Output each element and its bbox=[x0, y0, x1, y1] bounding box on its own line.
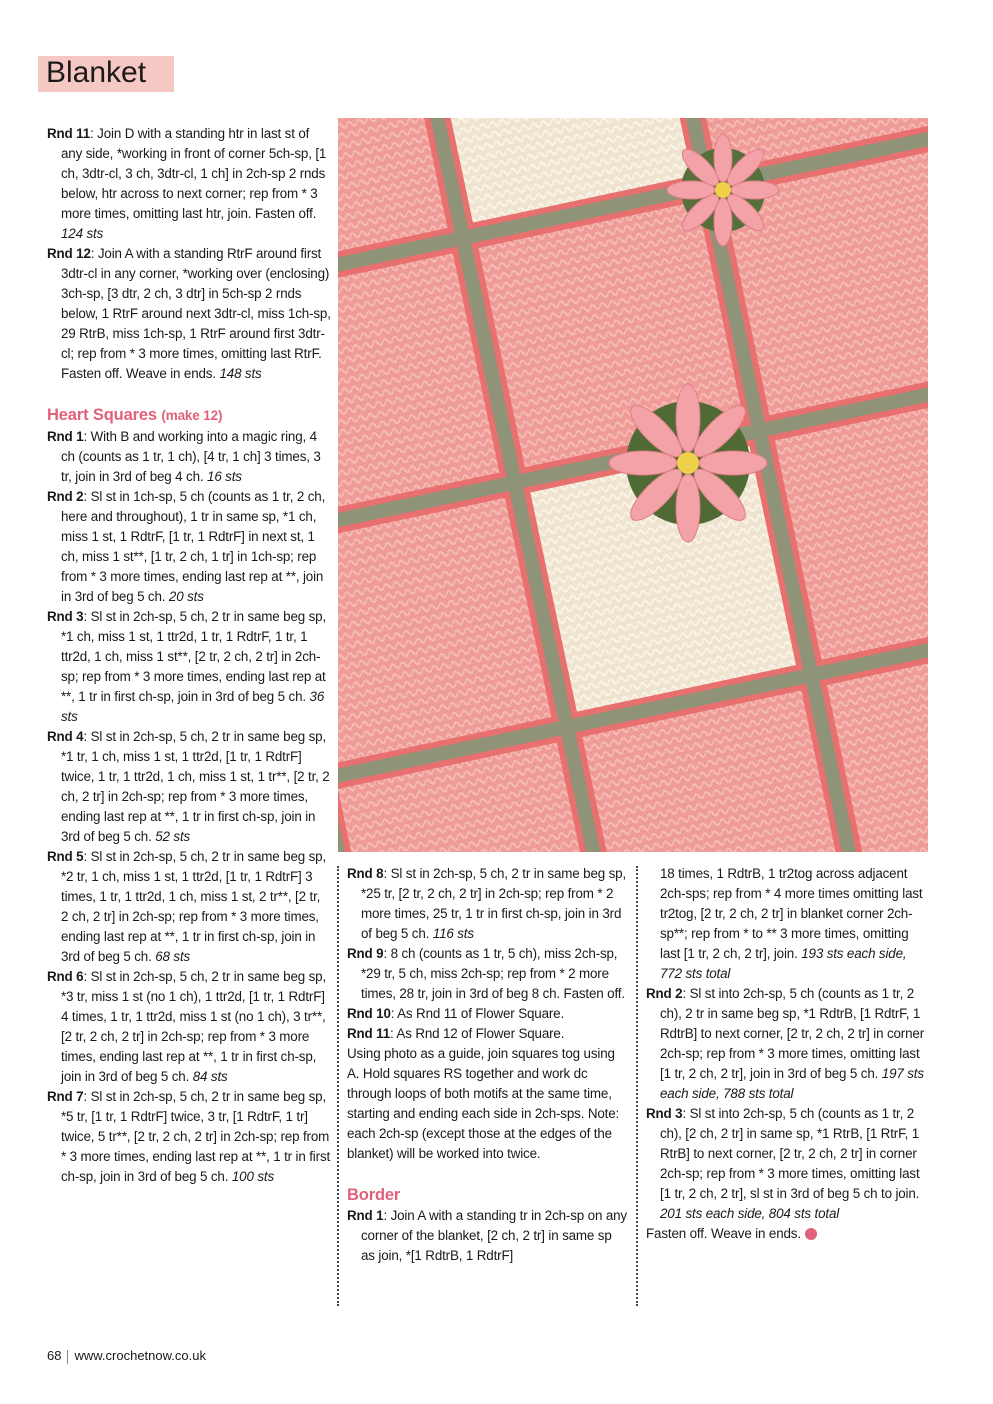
pattern-round: Rnd 2: Sl st in 1ch-sp, 5 ch (counts as 1 tr, 2 ch, here and throughout), 1 tr in same sp, *1 ch, miss 1 st, 1 RdtrF, [1 tr, 1 RdtrF] in next st, 1 ch, miss 1 st**, [1 tr, 2 ch, 1 tr] in 1ch-sp; rep from * 3 more times, ending last rep at **, join in 3rd of beg 5 ch. 20 sts bbox=[47, 489, 326, 604]
pattern-round: Rnd 11: Join D with a standing htr in last st of any side, *working in front of corner 5ch-sp, [1 ch, 3dtr-cl, 3 ch, 3dtr-cl, 1 ch] in 2ch-sp 2 rnds below, htr across to next corner; rep from * 3 more times, omitting last htr, join. Fasten off. 124 sts bbox=[47, 126, 327, 241]
pattern-round: Rnd 8: Sl st in 2ch-sp, 5 ch, 2 tr in same beg sp, *25 tr, [2 tr, 2 ch, 2 tr] in 2ch-sp; rep from * 2 more times, 25 tr, 1 tr in first ch-sp, join in 3rd of beg 5 ch. 116 sts bbox=[347, 866, 627, 941]
column-divider bbox=[337, 866, 339, 1306]
blanket-photo bbox=[338, 118, 928, 852]
column-2 bbox=[347, 864, 629, 1266]
page-title: Blanket bbox=[46, 56, 147, 89]
page-number: 68 bbox=[47, 1348, 62, 1363]
website-url: www.crochetnow.co.uk bbox=[74, 1348, 206, 1363]
pattern-round: Rnd 11: As Rnd 12 of Flower Square. bbox=[347, 1026, 565, 1041]
section-heading-heart-squares: Heart Squares (make 12) bbox=[47, 406, 223, 424]
pattern-round: Rnd 1: Join A with a standing tr in 2ch-sp on any corner of the blanket, [2 ch, 2 tr] in same sp as join, *[1 RdtrB, 1 RdtrF] bbox=[347, 1208, 627, 1263]
page-footer bbox=[47, 1348, 206, 1364]
pattern-round: Rnd 9: 8 ch (counts as 1 tr, 5 ch), miss 2ch-sp, *29 tr, 5 ch, miss 2ch-sp; rep from * 2 more times, 28 tr, join in 3rd of beg 8 ch. Fasten off. bbox=[347, 946, 625, 1001]
pattern-round: Rnd 3: Sl st into 2ch-sp, 5 ch (counts as 1 tr, 2 ch), [2 ch, 2 tr] in same sp, *1 RtrB, [1 RtrF, 1 RtrB] to next corner, [2 tr, 2 ch, 2 tr] in corner 2ch-sp; rep from * 3 more times, omitting last [1 tr, 2 ch, 2 tr], sl st in 3rd of beg 5 ch to join. 201 sts each side, 804 sts total bbox=[646, 1106, 920, 1221]
column-divider bbox=[636, 866, 638, 1306]
flower-motif-center bbox=[609, 384, 767, 542]
column-3 bbox=[646, 864, 928, 1244]
pattern-round: Rnd 6: Sl st in 2ch-sp, 5 ch, 2 tr in same beg sp, *3 tr, miss 1 st (no 1 ch), 1 ttr2d, [1 tr, 1 RdtrF] 4 times, 1 tr, 1 ttr2d, miss 1 st (no 1 ch), 3 tr**, [2 tr, 2 ch, 2 tr] in 2ch-sp; rep from * 3 more times, ending last rep at **, 1 tr in first ch-sp, join in 3rd of beg 5 ch. 84 sts bbox=[47, 969, 327, 1084]
column-1 bbox=[47, 124, 331, 1187]
join-instructions: Using photo as a guide, join squares tog using A. Hold squares RS together and work dc through loops of both motifs at the same time, starting and ending each side in 2ch-sps. Note: each 2ch-sp (except those at the edges of the blanket) will be worked into twice. bbox=[347, 1046, 620, 1161]
pattern-round: Rnd 2: Sl st into 2ch-sp, 5 ch (counts as 1 tr, 2 ch), 2 tr in same beg sp, *1 RdtrB, [1 RdtrF, 1 RdtrB] to next corner, [2 tr, 2 ch, 2 tr] in corner 2ch-sp; rep from * 3 more times, omitting last [1 tr, 2 ch, 2 tr], join in 3rd of beg 5 ch. 197 sts each side, 788 sts total bbox=[646, 986, 925, 1101]
end-of-pattern-icon bbox=[805, 1228, 817, 1240]
finish-text: Fasten off. Weave in ends. bbox=[646, 1224, 928, 1244]
pattern-round: Rnd 3: Sl st in 2ch-sp, 5 ch, 2 tr in same beg sp, *1 ch, miss 1 st, 1 ttr2d, 1 tr, 1 RdtrF, 1 tr, 1 ttr2d, 1 ch, miss 1 st**, [2 tr, 2 ch, 2 tr] in 2ch-sp; rep from * 3 more times, ending last rep at **, 1 tr in first ch-sp, join in 3rd of beg 5 ch. 36 sts bbox=[47, 609, 327, 724]
pattern-round-continued: 18 times, 1 RdtrB, 1 tr2tog across adjacent 2ch-sps; rep from * 4 more times omitting last tr2tog, [2 tr, 2 ch, 2 tr] in blanket corner 2ch-sp**; rep from * to ** 3 more times, omitting last [1 tr, 2 ch, 2 tr], join. 193 sts each side, 772 sts total bbox=[660, 866, 923, 981]
section-heading-border: Border bbox=[347, 1186, 401, 1204]
pattern-round: Rnd 1: With B and working into a magic ring, 4 ch (counts as 1 tr, 1 ch), [4 tr, 1 ch] 3 times, 3 tr, join in 3rd of beg 4 ch. 16 sts bbox=[47, 429, 321, 484]
flower-motif-top bbox=[667, 134, 779, 246]
pattern-round: Rnd 5: Sl st in 2ch-sp, 5 ch, 2 tr in same beg sp, *2 tr, 1 ch, miss 1 st, 1 ttr2d, [1 tr, 1 RdtrF] 3 times, 1 tr, 1 ttr2d, 1 ch, miss 1 st, 2 tr**, [2 tr, 2 ch, 2 tr] in 2ch-sp; rep from * 3 more times, ending last rep at **, 1 tr in first ch-sp, join in 3rd of beg 5 ch. 68 sts bbox=[47, 849, 327, 964]
pattern-round: Rnd 12: Join A with a standing RtrF around first 3dtr-cl in any corner, *working over (enclosing) 3ch-sp, [3 dtr, 2 ch, 3 dtr] in 5ch-sp 2 rnds below, 1 RtrF around next 3dtr-cl, miss 1ch-sp, 29 RtrB, miss 1ch-sp, 1 RtrF around first 3dtr-cl; rep from * 3 more times, omitting last RtrF. Fasten off. Weave in ends. 148 sts bbox=[47, 246, 331, 381]
pattern-round: Rnd 4: Sl st in 2ch-sp, 5 ch, 2 tr in same beg sp, *1 tr, 1 ch, miss 1 st, 1 ttr2d, [1 tr, 1 RdtrF] twice, 1 tr, 1 ttr2d, 1 ch, miss 1 st, 1 tr**, [2 tr, 2 ch, 2 tr] in 2ch-sp; rep from * 3 more times, ending last rep at **, 1 tr in first ch-sp, join in 3rd of beg 5 ch. 52 sts bbox=[47, 729, 330, 844]
pattern-round: Rnd 7: Sl st in 2ch-sp, 5 ch, 2 tr in same beg sp, *5 tr, [1 tr, 1 RdtrF] twice, 3 tr, [1 RdtrF, 1 tr] twice, 5 tr**, [2 tr, 2 ch, 2 tr] in 2ch-sp; rep from * 3 more times, ending last rep at **, 1 tr in first ch-sp, join in 3rd of beg 5 ch. 100 sts bbox=[47, 1089, 331, 1184]
pattern-round: Rnd 10: As Rnd 11 of Flower Square. bbox=[347, 1006, 565, 1021]
